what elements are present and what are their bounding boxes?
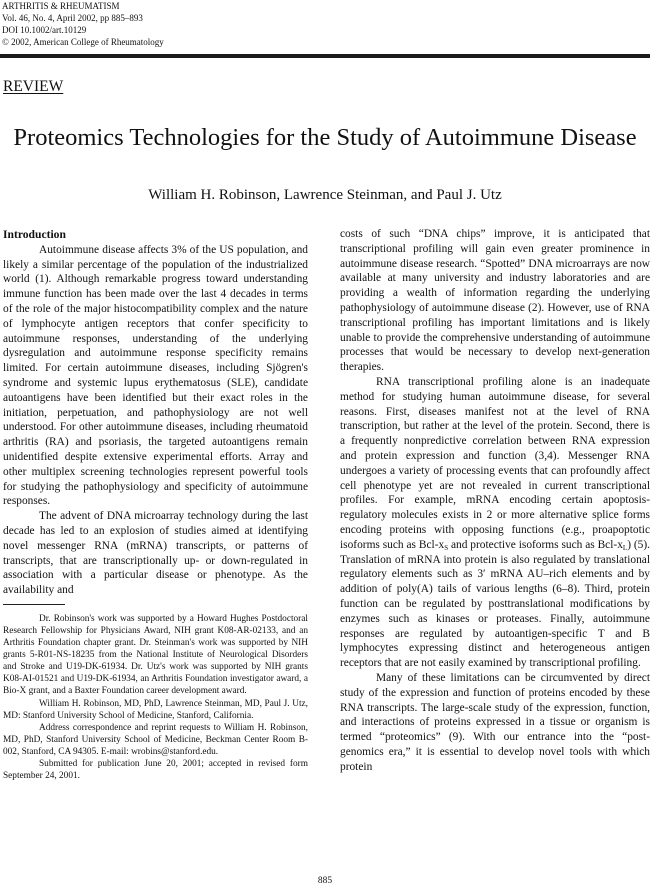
footnote-correspondence: Address correspondence and reprint requests to William H. Robinson, MD, PhD, Stanford University School of Medicine, Beckman Center Room B-002, Stanford, CA 94305. E-mail: wrobins@stanford.edu. bbox=[3, 722, 308, 757]
paragraph: Many of these limitations can be circumvented by direct study of the expression and function of proteins encoded by these RNA transcripts. The large-scale study of the expression, function, and interactions of proteins expressed in a tissue or organism is termed “proteomics” (9). With our entrance into the “post-genomics era,” it is essential to develop novel tools with which protein bbox=[340, 671, 650, 773]
paragraph-text: ) (5). Translation of mRNA into protein is also regulated by translational regulatory elements such as 3′ mRNA AU–rich elements and by addition of poly(A) tails of various lengths (6–8). Third, protein function can be regulated by posttranslational modifications by enzymes such as kinases or proteases. Finally, autoimmune responses are regulated by autoantigen-specific T and B lymphocytes expressing distinct and heterogeneous antigen receptors that are not easily examined by transcriptional profiling. bbox=[340, 538, 650, 670]
paragraph: costs of such “DNA chips” improve, it is anticipated that transcriptional profiling will gain even greater prominence in autoimmune disease research. “Spotted” DNA microarrays are now available at many university and industry laboratories and are providing a wealth of information regarding the underlying pathophysiology of autoimmune disease (2). However, use of RNA transcriptional profiling has important limitations and is likely unable to provide the comprehensive understanding of autoimmune processes that would be necessary to develop next-generation therapies. bbox=[340, 228, 650, 374]
intro-heading: Introduction bbox=[3, 228, 66, 241]
paragraph bbox=[340, 375, 650, 671]
paragraph-text: and protective isoforms such as Bcl-x bbox=[448, 538, 623, 551]
journal-name: ARTHRITIS & RHEUMATISM bbox=[2, 1, 120, 11]
header-rule bbox=[0, 54, 650, 58]
section-label: REVIEW bbox=[3, 78, 64, 95]
right-column bbox=[340, 227, 650, 774]
subscript-l: L bbox=[622, 543, 628, 552]
footnote-submission: Submitted for publication June 20, 2001; accepted in revised form September 24, 2001. bbox=[3, 759, 308, 782]
page-number: 885 bbox=[317, 876, 333, 886]
footnote-affiliations: William H. Robinson, MD, PhD, Lawrence Steinman, MD, Paul J. Utz, MD: Stanford University School of Medicine, Stanford, California. bbox=[3, 698, 308, 721]
paragraph: The advent of DNA microarray technology during the last decade has led to an explosion of studies aimed at identifying novel messenger RNA (mRNA) transcripts, or patterns of transcripts, that are transcriptionally up- or down-regulated in association with a particular disease or phenotype. As the availability and bbox=[3, 510, 308, 597]
paragraph: Autoimmune disease affects 3% of the US population, and likely a similar percentage of the population of the industrialized world (1). Although remarkable progress toward understanding immune function has been made over the last 4 decades in terms of the role of the major histocompatibility complex and the nature of lymphocyte antigen receptors that confer specificity to autoimmune responses, understanding of the underlying dysregulation and autoimmune response specificity remains limited. For certain autoimmune diseases, including Sjögren's syndrome and systemic lupus erythematosus (SLE), candidate autoantigens have been identified but their exact roles in the initiation, perpetuation, and pathophysiology are not well understood. For other autoimmune diseases, including rheumatoid arthritis (RA) and psoriasis, the targeted autoantigens remain unidentified despite extensive experimental efforts. Array and other multiplex screening technologies represent powerful tools for studying the pathophysiology and specificity of autoimmune responses. bbox=[3, 243, 308, 508]
left-column bbox=[3, 228, 308, 782]
article-title: Proteomics Technologies for the Study of Autoimmune Disease bbox=[13, 124, 637, 151]
volume-info: Vol. 46, No. 4, April 2002, pp 885–893 bbox=[2, 13, 143, 23]
author-list: William H. Robinson, Lawrence Steinman, and Paul J. Utz bbox=[148, 187, 502, 203]
subscript-s: S bbox=[444, 543, 449, 552]
journal-masthead bbox=[2, 0, 164, 48]
paragraph-text: RNA transcriptional profiling alone is an inadequate method for studying human autoimmune disease, for several reasons. First, diseases manifest not at the level of RNA transcription, but rather at the level of the protein. Second, there is a frequently nonpredictive correlation between RNA expression and protein expression and function (3,4). Messenger RNA undergoes a variety of processing events that can profoundly affect cell phenotype yet are not revealed in current transcriptional profiles. For example, mRNA encoding certain apoptosis-regulatory molecules exists in 2 or more alternative splice forms encoding proteins with opposing functions (e.g., proapoptotic isoforms such as Bcl-x bbox=[340, 375, 650, 551]
footnotes bbox=[3, 613, 308, 782]
copyright: © 2002, American College of Rheumatology bbox=[2, 37, 164, 47]
footnote-funding: Dr. Robinson's work was supported by a Howard Hughes Postdoctoral Research Fellowship for Physicians Award, NIH grant K08-AR-02133, and an Arthritis Foundation chapter grant. Dr. Steinman's work was supported by NIH grants 5-R01-NS-18235 from the National Institute of Neurological Disorders and Stroke and U19-DK-61934. Dr. Utz's work was supported by NIH grants K08-AI-01521 and U19-DK-61934, an Arthritis Foundation investigator award, a Bio-X grant, and a Baxter Foundation career development award. bbox=[3, 613, 308, 697]
doi: DOI 10.1002/art.10129 bbox=[2, 25, 87, 35]
footnote-rule bbox=[3, 604, 65, 605]
